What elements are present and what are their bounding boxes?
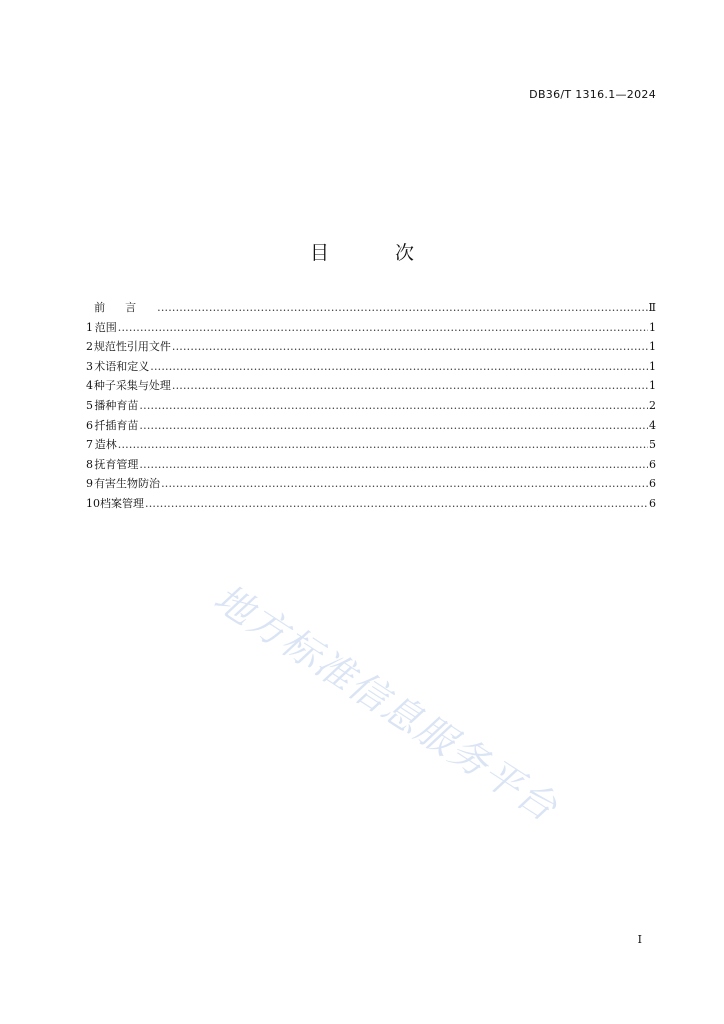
toc-dot-leader <box>139 416 648 436</box>
toc-entry-page: 6 <box>649 496 656 510</box>
toc-dot-leader <box>150 357 648 377</box>
toc-entry-page: 6 <box>649 457 656 471</box>
toc-entry-page: 1 <box>649 320 656 334</box>
toc-entry[interactable] <box>86 494 656 514</box>
toc-entry-number: 7 <box>86 438 93 452</box>
toc-entry-page: 2 <box>649 398 656 412</box>
toc-entry[interactable] <box>86 474 656 494</box>
toc-entry-number: 4 <box>86 379 93 393</box>
toc-entry-label: 扦插育苗 <box>94 418 139 432</box>
toc-entry-label: 有害生物防治 <box>94 477 161 491</box>
toc-dot-leader <box>172 376 648 396</box>
toc-entry-label: 前言 <box>94 301 157 314</box>
toc-entry-number: 10 <box>86 496 100 510</box>
toc-entry-label: 档案管理 <box>100 496 144 510</box>
toc-entry-number: 1 <box>86 320 93 334</box>
toc-entry[interactable] <box>86 396 656 416</box>
toc-entry-label: 造林 <box>94 438 117 452</box>
toc-entry-label: 抚育管理 <box>94 457 139 471</box>
toc-entry[interactable] <box>86 416 656 436</box>
toc-dot-leader <box>157 298 647 318</box>
toc-entry-page: Ⅱ <box>648 301 656 314</box>
page-number: I <box>637 933 642 946</box>
toc-entry-page: 6 <box>649 477 656 491</box>
watermark: 地方标准信息服务平台 <box>206 575 566 831</box>
toc-entry-label: 范围 <box>94 320 117 334</box>
toc-dot-leader <box>139 455 648 475</box>
toc-entry-number: 9 <box>86 477 93 491</box>
toc-entry-label: 种子采集与处理 <box>93 379 171 393</box>
toc-entry[interactable] <box>86 455 656 475</box>
toc-dot-leader <box>161 474 648 494</box>
toc-heading: 目 次 <box>309 242 445 264</box>
toc-entry-number: 8 <box>86 457 93 471</box>
toc-entry-label: 播种育苗 <box>94 398 139 412</box>
toc-entry[interactable] <box>86 376 656 396</box>
toc-entry-page: 1 <box>649 379 656 393</box>
toc-dot-leader <box>172 337 648 357</box>
toc-entry[interactable] <box>86 357 656 377</box>
toc-entry-page: 5 <box>649 438 656 452</box>
toc-entry[interactable] <box>86 318 656 338</box>
toc-entry-number: 2 <box>86 340 93 354</box>
toc-entry[interactable] <box>86 298 656 318</box>
toc-entry-label: 规范性引用文件 <box>93 340 171 354</box>
toc-dot-leader <box>118 318 648 338</box>
toc-entry-number: 5 <box>86 398 93 412</box>
toc-entry[interactable] <box>86 435 656 455</box>
toc-entry-page: 1 <box>649 359 656 373</box>
toc-dot-leader <box>139 396 648 416</box>
toc-entry-page: 1 <box>649 340 656 354</box>
toc-entry[interactable] <box>86 337 656 357</box>
table-of-contents <box>86 298 656 514</box>
toc-entry-number: 6 <box>86 418 93 432</box>
document-code: DB36/T 1316.1—2024 <box>529 88 656 101</box>
toc-dot-leader <box>118 435 648 455</box>
toc-entry-number: 3 <box>86 359 93 373</box>
toc-dot-leader <box>145 494 648 514</box>
toc-entry-label: 术语和定义 <box>94 359 150 373</box>
toc-entry-page: 4 <box>649 418 656 432</box>
